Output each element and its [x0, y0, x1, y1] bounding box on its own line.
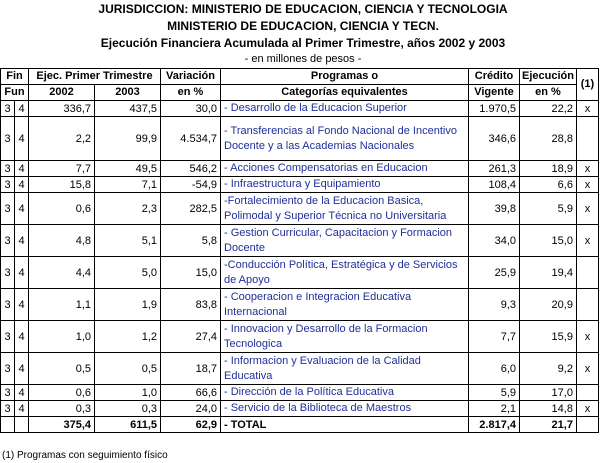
cell-nota-empty — [576, 417, 598, 433]
cell-2002: 0,6 — [29, 193, 95, 225]
cell-nota: x — [576, 225, 598, 257]
cell-fun: 4 — [15, 353, 29, 385]
cell-2003: 1,2 — [95, 321, 161, 353]
cell-2002: 2,2 — [29, 117, 95, 161]
cell-fin: 3 — [1, 161, 15, 177]
cell-ejecucion: 28,8 — [520, 117, 577, 161]
cell-2002: 0,5 — [29, 353, 95, 385]
cell-fin: 3 — [1, 117, 15, 161]
cell-nota — [576, 117, 598, 161]
table-body — [1, 69, 599, 433]
cell-fun: 4 — [15, 385, 29, 401]
cell-2003: 5,0 — [95, 257, 161, 289]
cell-2002: 15,8 — [29, 177, 95, 193]
table-row — [1, 177, 599, 193]
cell-credito: 39,8 — [469, 193, 520, 225]
cell-programa: -Fortalecimiento de la Educacion Basica, Polimodal y Superior Técnica no Universitaria — [221, 193, 469, 225]
cell-programa: - Innovacion y Desarrollo de la Formacion Tecnologica — [221, 321, 469, 353]
table-header-row — [1, 69, 599, 85]
cell-nota: x — [576, 193, 598, 225]
cell-fin: 3 — [1, 289, 15, 321]
financial-execution-table — [0, 68, 599, 433]
cell-credito: 6,0 — [469, 353, 520, 385]
total-2002: 375,4 — [29, 417, 95, 433]
cell-fun: 4 — [15, 161, 29, 177]
cell-2003: 1,0 — [95, 385, 161, 401]
footnote: (1) Programas con seguimiento físico — [2, 450, 168, 461]
cell-fin: 3 — [1, 101, 15, 117]
cell-variacion: 546,2 — [161, 161, 221, 177]
cell-variacion: 15,0 — [161, 257, 221, 289]
cell-credito: 25,9 — [469, 257, 520, 289]
total-2003: 611,5 — [95, 417, 161, 433]
cell-ejecucion: 17,0 — [520, 385, 577, 401]
cell-variacion: 27,4 — [161, 321, 221, 353]
cell-fin: 3 — [1, 225, 15, 257]
cell-programa: - Desarrollo de la Educacion Superior — [221, 101, 469, 117]
table-row — [1, 321, 599, 353]
cell-fun: 4 — [15, 257, 29, 289]
cell-2003: 0,3 — [95, 401, 161, 417]
cell-nota — [576, 289, 598, 321]
header-ejecucion-2: en % — [520, 85, 577, 101]
cell-fin: 3 — [1, 401, 15, 417]
cell-ejecucion: 9,2 — [520, 353, 577, 385]
total-label: - TOTAL — [221, 417, 469, 433]
header-nota: (1) — [576, 69, 598, 101]
header-variacion-1: Variación — [161, 69, 221, 85]
cell-programa: - Transferencias al Fondo Nacional de Incentivo Docente y a las Academias Nacionales — [221, 117, 469, 161]
header-programas-1: Programas o — [221, 69, 469, 85]
cell-ejecucion: 20,9 — [520, 289, 577, 321]
cell-nota: x — [576, 101, 598, 117]
cell-2002: 0,6 — [29, 385, 95, 401]
table-row — [1, 193, 599, 225]
report-units-subtitle: - en millones de pesos - — [244, 53, 362, 65]
table-row — [1, 117, 599, 161]
report-ministry-title: MINISTERIO DE EDUCACION, CIENCIA Y TECN. — [167, 19, 439, 33]
cell-2002: 1,1 — [29, 289, 95, 321]
cell-nota — [576, 385, 598, 401]
cell-2002: 336,7 — [29, 101, 95, 117]
cell-credito: 7,7 — [469, 321, 520, 353]
cell-ejecucion: 6,6 — [520, 177, 577, 193]
cell-2002: 1,0 — [29, 321, 95, 353]
cell-fin: 3 — [1, 353, 15, 385]
cell-nota: x — [576, 161, 598, 177]
cell-credito: 261,3 — [469, 161, 520, 177]
cell-nota: x — [576, 353, 598, 385]
table-row — [1, 289, 599, 321]
header-programas-2: Categorías equivalentes — [221, 85, 469, 101]
cell-fun: 4 — [15, 101, 29, 117]
cell-fun: 4 — [15, 193, 29, 225]
cell-2003: 99,9 — [95, 117, 161, 161]
cell-fin: 3 — [1, 385, 15, 401]
total-variacion: 62,9 — [161, 417, 221, 433]
cell-2003: 437,5 — [95, 101, 161, 117]
cell-credito: 9,3 — [469, 289, 520, 321]
cell-fun: 4 — [15, 177, 29, 193]
cell-fin: 3 — [1, 193, 15, 225]
cell-variacion: 282,5 — [161, 193, 221, 225]
cell-ejecucion: 15,0 — [520, 225, 577, 257]
cell-programa: -Conducción Política, Estratégica y de Servicios de Apoyo — [221, 257, 469, 289]
table-row — [1, 257, 599, 289]
table-header-row — [1, 85, 599, 101]
cell-fun: 4 — [15, 321, 29, 353]
cell-variacion: 18,7 — [161, 353, 221, 385]
table-row — [1, 101, 599, 117]
cell-fun: 4 — [15, 225, 29, 257]
cell-variacion: 66,6 — [161, 385, 221, 401]
cell-nota: x — [576, 401, 598, 417]
cell-2003: 2,3 — [95, 193, 161, 225]
cell-ejecucion: 18,9 — [520, 161, 577, 177]
cell-fun: 4 — [15, 117, 29, 161]
cell-fin-empty — [1, 417, 15, 433]
table-row — [1, 225, 599, 257]
cell-fin: 3 — [1, 257, 15, 289]
cell-programa: - Cooperacion e Integracion Educativa Internacional — [221, 289, 469, 321]
header-2003: 2003 — [95, 85, 161, 101]
cell-ejecucion: 15,9 — [520, 321, 577, 353]
cell-credito: 34,0 — [469, 225, 520, 257]
cell-2002: 4,8 — [29, 225, 95, 257]
cell-credito: 108,4 — [469, 177, 520, 193]
header-credito-1: Crédito — [469, 69, 520, 85]
cell-fin: 3 — [1, 177, 15, 193]
cell-fun-empty — [15, 417, 29, 433]
cell-2003: 49,5 — [95, 161, 161, 177]
table-row — [1, 161, 599, 177]
cell-fun: 4 — [15, 401, 29, 417]
cell-nota — [576, 257, 598, 289]
header-variacion-2: en % — [161, 85, 221, 101]
cell-2003: 1,9 — [95, 289, 161, 321]
header-fun: Fun — [1, 85, 29, 101]
table-row — [1, 353, 599, 385]
cell-variacion: 4.534,7 — [161, 117, 221, 161]
cell-programa: - Infraestructura y Equipamiento — [221, 177, 469, 193]
report-jurisdiction-title: JURISDICCION: MINISTERIO DE EDUCACION, CIENCIA Y TECNOLOGIA — [98, 2, 508, 16]
cell-credito: 2,1 — [469, 401, 520, 417]
cell-fin: 3 — [1, 321, 15, 353]
cell-nota: x — [576, 177, 598, 193]
cell-2003: 0,5 — [95, 353, 161, 385]
cell-programa: - Gestion Curricular, Capacitacion y Formacion Docente — [221, 225, 469, 257]
cell-programa: - Servicio de la Biblioteca de Maestros — [221, 401, 469, 417]
header-fin: Fin — [1, 69, 29, 85]
total-ejecucion: 21,7 — [520, 417, 577, 433]
cell-variacion: 30,0 — [161, 101, 221, 117]
header-ejec-group: Ejec. Primer Trimestre — [29, 69, 161, 85]
cell-ejecucion: 14,8 — [520, 401, 577, 417]
table-row — [1, 401, 599, 417]
header-credito-2: Vigente — [469, 85, 520, 101]
cell-credito: 5,9 — [469, 385, 520, 401]
cell-variacion: -54,9 — [161, 177, 221, 193]
cell-fun: 4 — [15, 289, 29, 321]
cell-nota: x — [576, 321, 598, 353]
cell-variacion: 5,8 — [161, 225, 221, 257]
cell-credito: 346,6 — [469, 117, 520, 161]
cell-2003: 7,1 — [95, 177, 161, 193]
table-total-row — [1, 417, 599, 433]
cell-credito: 1.970,5 — [469, 101, 520, 117]
cell-2003: 5,1 — [95, 225, 161, 257]
cell-2002: 0,3 — [29, 401, 95, 417]
total-credito: 2.817,4 — [469, 417, 520, 433]
cell-2002: 4,4 — [29, 257, 95, 289]
report-main-title: Ejecución Financiera Acumulada al Primer Trimestre, años 2002 y 2003 — [100, 36, 506, 50]
cell-variacion: 24,0 — [161, 401, 221, 417]
cell-programa: - Dirección de la Política Educativa — [221, 385, 469, 401]
cell-ejecucion: 5,9 — [520, 193, 577, 225]
table-row — [1, 385, 599, 401]
cell-ejecucion: 22,2 — [520, 101, 577, 117]
cell-2002: 7,7 — [29, 161, 95, 177]
cell-programa: - Acciones Compensatorias en Educacion — [221, 161, 469, 177]
header-ejecucion-1: Ejecución — [520, 69, 577, 85]
cell-variacion: 83,8 — [161, 289, 221, 321]
cell-programa: - Informacion y Evaluacion de la Calidad Educativa — [221, 353, 469, 385]
cell-ejecucion: 19,4 — [520, 257, 577, 289]
header-2002: 2002 — [29, 85, 95, 101]
